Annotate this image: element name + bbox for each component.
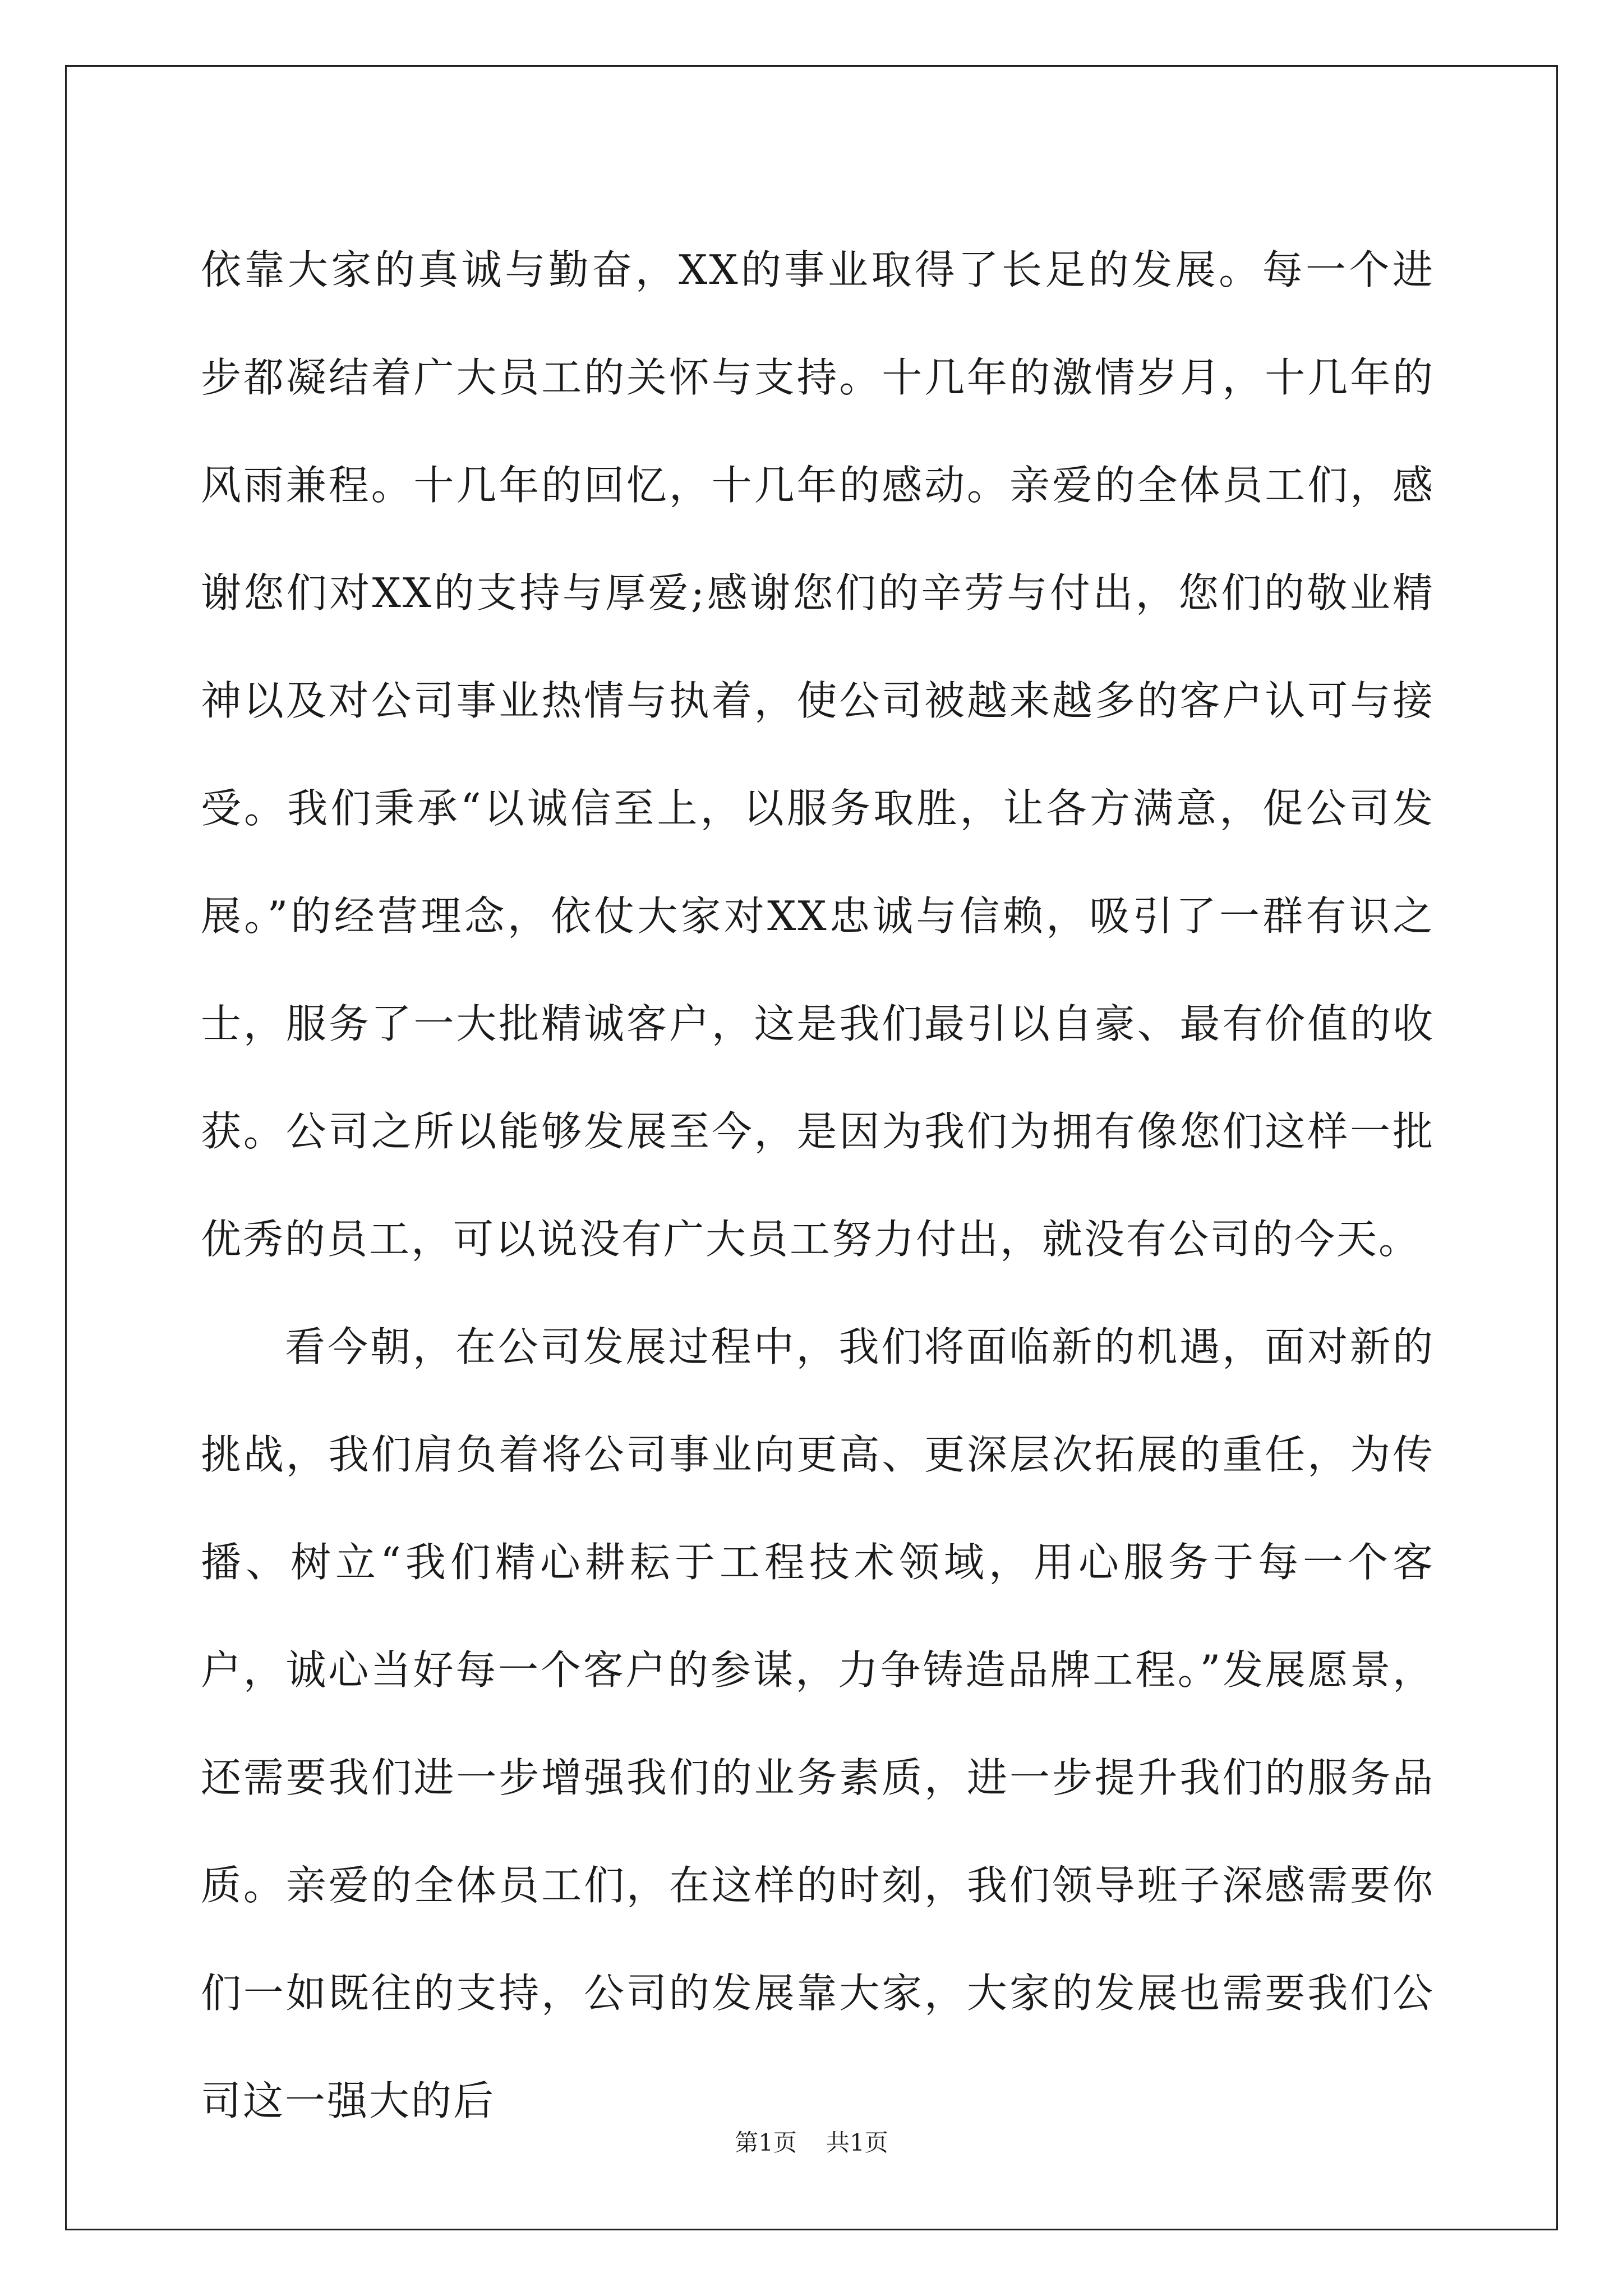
page-number: 第1页 xyxy=(735,2129,797,2156)
document-body xyxy=(201,216,1435,2155)
paragraph-1: 依靠大家的真诚与勤奋，XX的事业取得了长足的发展。每一个进步都凝结着广大员工的关怀与支持。十几年的激情岁月，十几年的风雨兼程。十几年的回忆，十几年的感动。亲爱的全体员工们，感谢您们对XX的支持与厚爱;感谢您们的辛劳与付出，您们的敬业精神以及对公司事业热情与执着，使公司被越来越多的客户认可与接受。我们秉承“以诚信至上，以服务取胜，让各方满意，促公司发展。”的经营理念，依仗大家对XX忠诚与信赖，吸引了一群有识之士，服务了一大批精诚客户，这是我们最引以自豪、最有价值的收获。公司之所以能够发展至今，是因为我们为拥有像您们这样一批优秀的员工，可以说没有广大员工努力付出，就没有公司的今天。 xyxy=(201,246,1435,1263)
page-count: 共1页 xyxy=(826,2129,888,2156)
paragraph-2: 看今朝，在公司发展过程中，我们将面临新的机遇，面对新的挑战，我们肩负着将公司事业向更高、更深层次拓展的重任，为传播、树立“我们精心耕耘于工程技术领域，用心服务于每一个客户，诚心当好每一个客户的参谋，力争铸造品牌工程。”发展愿景，还需要我们进一步增强我们的业务素质，进一步提升我们的服务品质。亲爱的全体员工们，在这样的时刻，我们领导班子深感需要你们一如既往的支持，公司的发展靠大家，大家的发展也需要我们公司这一强大的后 xyxy=(201,1323,1435,2124)
page-footer xyxy=(0,2127,1623,2159)
